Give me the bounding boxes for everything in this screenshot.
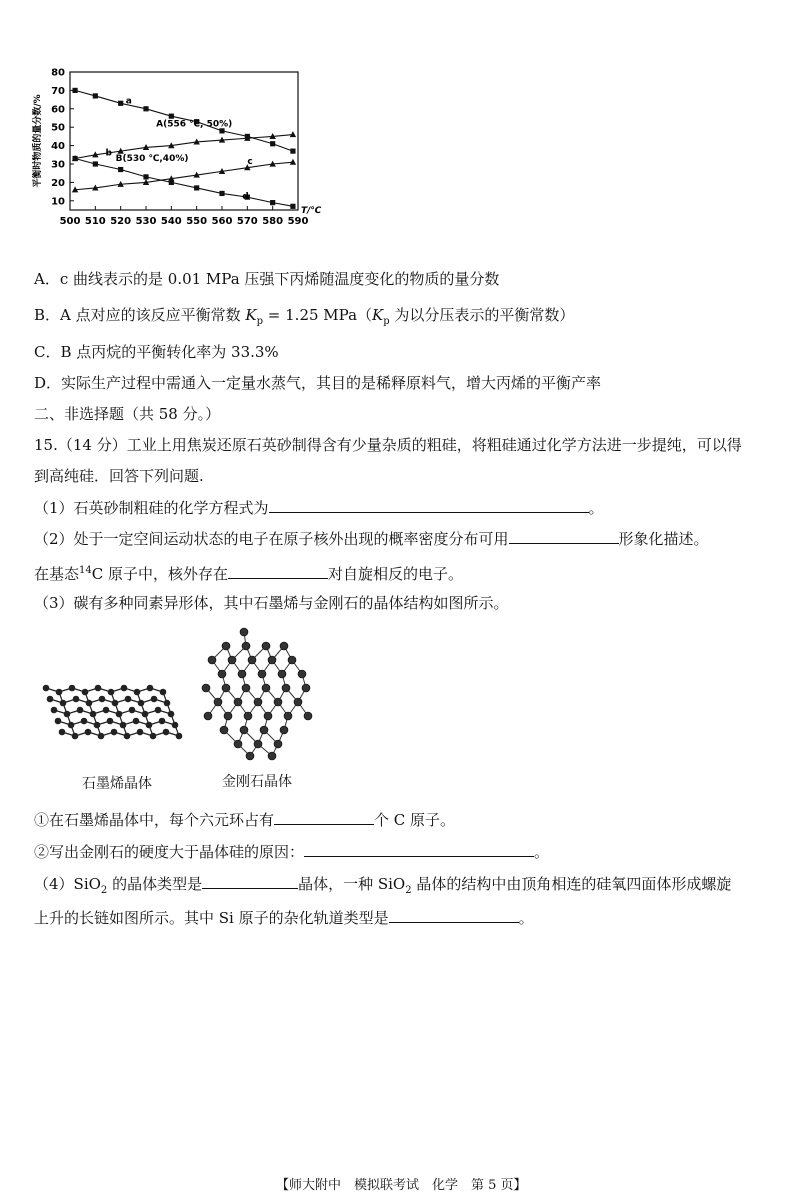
diamond-atom bbox=[222, 642, 230, 650]
sio2-subscript-2: 2 bbox=[405, 885, 412, 896]
q15-part4a-label: （4） bbox=[34, 875, 74, 893]
label-d: d bbox=[242, 191, 249, 202]
x-tick-label: 550 bbox=[186, 216, 208, 227]
option-b-equation: = 1.25 MPa（ bbox=[263, 306, 373, 324]
graphene-atom bbox=[99, 696, 106, 703]
point-a bbox=[143, 106, 148, 111]
graphene-atom bbox=[94, 722, 101, 729]
x-tick-label: 520 bbox=[110, 216, 132, 227]
graphene-atom bbox=[142, 711, 149, 718]
answer-blank-equation[interactable] bbox=[269, 496, 589, 513]
x-tick-label: 500 bbox=[59, 216, 81, 227]
diamond-atom bbox=[288, 656, 296, 664]
option-a: A．c 曲线表示的是 0.01 MPa 压强下丙烯随温度变化的物质的量分数 bbox=[34, 270, 500, 288]
x-tick-label: 570 bbox=[236, 216, 258, 227]
q15-part4a-end: 晶体的结构中由顶角相连的硅氧四面体形成螺旋 bbox=[411, 875, 732, 893]
q15-part4a bbox=[34, 872, 731, 902]
graphene-atom bbox=[112, 700, 119, 707]
q15-part1 bbox=[34, 496, 604, 519]
point-a bbox=[270, 141, 275, 146]
q15-intro-line2: 到高纯硅．回答下列问题. bbox=[34, 467, 204, 485]
answer-blank-crystal-type[interactable] bbox=[202, 872, 298, 889]
x-axis-label: T/℃ bbox=[301, 206, 322, 216]
q15-part2b-end: 对自旋相反的电子。 bbox=[328, 565, 464, 583]
y-tick-label: 60 bbox=[51, 104, 65, 116]
y-axis-label: 平衡时物质的量分数/% bbox=[33, 94, 43, 188]
graphene-atom bbox=[98, 733, 105, 740]
point-a bbox=[169, 114, 174, 119]
diamond-atom bbox=[238, 670, 246, 678]
y-tick-label: 40 bbox=[51, 141, 65, 153]
diamond-caption: 金刚石晶体 bbox=[222, 774, 292, 790]
graphene-atom bbox=[155, 707, 162, 714]
graphene-atom bbox=[172, 722, 179, 729]
y-tick-label: 70 bbox=[51, 85, 65, 97]
point-d bbox=[270, 200, 275, 205]
diamond-atom bbox=[242, 642, 250, 650]
carbon-symbol: C bbox=[91, 565, 104, 583]
sio2-formula-2: SiO bbox=[377, 875, 406, 893]
diamond-atom bbox=[214, 698, 222, 706]
graphene-atom bbox=[133, 718, 140, 725]
diamond-atom bbox=[220, 726, 228, 734]
option-b bbox=[34, 304, 574, 333]
graphene-atom bbox=[90, 711, 97, 718]
diamond-atom bbox=[254, 698, 262, 706]
graphene-atom bbox=[120, 722, 127, 729]
graphene-atom bbox=[164, 700, 171, 707]
diamond-atom bbox=[248, 656, 256, 664]
y-tick-label: 30 bbox=[51, 159, 65, 171]
graphene-atom bbox=[159, 718, 166, 725]
point-d bbox=[194, 185, 199, 190]
option-b-text: B．A 点对应的该反应平衡常数 bbox=[34, 306, 246, 324]
graphene-atom bbox=[82, 689, 89, 696]
graphene-atom bbox=[69, 685, 76, 692]
q15-part4a-mid: 晶体，一种 bbox=[298, 875, 378, 893]
kp-symbol-2: K bbox=[372, 306, 384, 324]
diamond-atom bbox=[234, 740, 242, 748]
diamond-atom bbox=[204, 712, 212, 720]
x-tick-label: 590 bbox=[287, 216, 309, 227]
diamond-atom bbox=[282, 684, 290, 692]
diamond-atom bbox=[240, 628, 248, 636]
q15-part3b bbox=[34, 840, 549, 863]
diamond-atom bbox=[280, 642, 288, 650]
graphene-atom bbox=[81, 718, 88, 725]
graphene-atom bbox=[168, 711, 175, 718]
graphene-atom bbox=[124, 733, 131, 740]
graphene-atom bbox=[111, 729, 118, 736]
label-point-b: B(530 ℃,40%) bbox=[115, 154, 189, 165]
diamond-atom bbox=[280, 726, 288, 734]
option-d: D．实际生产过程中需通入一定量水蒸气，其目的是稀释原料气，增大丙烯的平衡产率 bbox=[34, 374, 602, 392]
q15-part4b-text: 上升的长链如图所示。其中 Si 原子的杂化轨道类型是 bbox=[34, 909, 389, 927]
graphene-atom bbox=[125, 696, 132, 703]
graphene-atom bbox=[116, 711, 123, 718]
graphene-atom bbox=[137, 729, 144, 736]
page-footer: 【师大附中 模拟联考试 化学 第 5 页】 bbox=[276, 1178, 527, 1193]
graphene-atom bbox=[56, 689, 63, 696]
graphene-atom bbox=[60, 700, 67, 707]
diamond-atom bbox=[242, 684, 250, 692]
graphene-atom bbox=[129, 707, 136, 714]
x-tick-label: 580 bbox=[262, 216, 284, 227]
q15-part1-end: 。 bbox=[588, 499, 604, 517]
q15-part2b bbox=[34, 560, 463, 585]
y-tick-label: 20 bbox=[51, 177, 65, 189]
diamond-atom bbox=[240, 726, 248, 734]
point-d bbox=[143, 174, 148, 179]
answer-blank-description[interactable] bbox=[509, 527, 619, 544]
graphene-atom bbox=[43, 685, 50, 692]
sio2-subscript: 2 bbox=[100, 885, 108, 896]
answer-blank-hardness-reason[interactable] bbox=[304, 840, 534, 857]
q15-part2b-text: 在基态 bbox=[34, 565, 80, 583]
graphene-caption: 石墨烯晶体 bbox=[82, 776, 152, 792]
diamond-atom bbox=[228, 656, 236, 664]
x-tick-label: 530 bbox=[135, 216, 157, 227]
diamond-atom bbox=[258, 670, 266, 678]
diamond-atom bbox=[244, 712, 252, 720]
diamond-structure-figure bbox=[198, 624, 318, 764]
diamond-atom bbox=[262, 684, 270, 692]
graphene-atom bbox=[103, 707, 110, 714]
diamond-atom bbox=[294, 698, 302, 706]
diamond-atom bbox=[302, 684, 310, 692]
point-d bbox=[93, 161, 98, 166]
point-a bbox=[93, 93, 98, 98]
q15-part4b bbox=[34, 906, 534, 929]
label-c: c bbox=[247, 157, 253, 167]
label-b: b bbox=[105, 148, 112, 159]
diamond-atom bbox=[246, 752, 254, 760]
graphene-atom bbox=[138, 700, 145, 707]
graphene-atom bbox=[121, 685, 128, 692]
q15-part2a-end: 形象化描述。 bbox=[618, 530, 709, 548]
diamond-atom bbox=[218, 670, 226, 678]
q15-part4a-text: 的晶体类型是 bbox=[107, 875, 203, 893]
diamond-atom bbox=[278, 670, 286, 678]
point-d bbox=[169, 180, 174, 185]
q15-part3a-text: ①在石墨烯晶体中，每个六元环占有 bbox=[34, 811, 275, 829]
q15-part3: （3）碳有多种同素异形体，其中石墨烯与金刚石的晶体结构如图所示。 bbox=[34, 594, 509, 612]
diamond-atom bbox=[260, 726, 268, 734]
graphene-atom bbox=[55, 718, 62, 725]
answer-blank-atoms-per-ring[interactable] bbox=[274, 808, 374, 825]
graphene-atom bbox=[85, 729, 92, 736]
point-d bbox=[290, 204, 295, 209]
point-d bbox=[118, 167, 123, 172]
graphene-atom bbox=[147, 685, 154, 692]
diamond-atom bbox=[234, 698, 242, 706]
graphene-atom bbox=[59, 729, 66, 736]
q15-part3a bbox=[34, 808, 455, 831]
graphene-atom bbox=[51, 707, 58, 714]
x-tick-label: 540 bbox=[160, 216, 182, 227]
q15-part3b-text: ②写出金刚石的硬度大于晶体硅的原因： bbox=[34, 843, 305, 861]
kp-subscript: p bbox=[256, 316, 264, 327]
point-d bbox=[72, 156, 77, 161]
point-a bbox=[290, 149, 295, 154]
mass-number-superscript: 14 bbox=[79, 565, 92, 576]
label-point-a: A(556 ℃, 50%) bbox=[156, 119, 233, 130]
diamond-atom bbox=[202, 684, 210, 692]
graphene-atom bbox=[68, 722, 75, 729]
diamond-atom bbox=[262, 642, 270, 650]
graphene-atom bbox=[47, 696, 54, 703]
diamond-atom bbox=[222, 684, 230, 692]
section-heading: 二、非选择题（共 58 分。） bbox=[34, 405, 221, 423]
x-tick-label: 560 bbox=[211, 216, 233, 227]
option-c: C．B 点丙烷的平衡转化率为 33.3% bbox=[34, 343, 279, 361]
diamond-atom bbox=[274, 740, 282, 748]
q15-part3b-end: 。 bbox=[534, 843, 550, 861]
graphene-atom bbox=[73, 696, 80, 703]
kp-symbol: K bbox=[245, 306, 257, 324]
q15-part2a bbox=[34, 527, 709, 550]
graphene-atom bbox=[107, 718, 114, 725]
diamond-atom bbox=[274, 698, 282, 706]
graphene-atom bbox=[134, 689, 141, 696]
diamond-atom bbox=[304, 712, 312, 720]
graphene-atom bbox=[77, 707, 84, 714]
q15-intro-line1: 15.（14 分）工业上用焦炭还原石英砂制得含有少量杂质的粗硅，将粗硅通过化学方法进一步提纯，可以得 bbox=[34, 436, 742, 454]
graphene-atom bbox=[86, 700, 93, 707]
y-tick-label: 50 bbox=[51, 122, 65, 134]
answer-blank-hybridization[interactable] bbox=[389, 906, 519, 923]
q15-part3a-end: 个 C 原子。 bbox=[374, 811, 456, 829]
diamond-atom bbox=[264, 712, 272, 720]
point-a bbox=[72, 88, 77, 93]
q15-part2b-mid: 原子中，核外存在 bbox=[103, 565, 229, 583]
graphene-atom bbox=[64, 711, 71, 718]
point-c bbox=[290, 159, 296, 165]
graphene-atom bbox=[72, 733, 79, 740]
sio2-formula: SiO bbox=[73, 875, 101, 893]
graphene-atom bbox=[151, 696, 158, 703]
graphene-atom bbox=[150, 733, 157, 740]
graphene-atom bbox=[108, 689, 115, 696]
graphene-atom bbox=[146, 722, 153, 729]
label-a: a bbox=[125, 96, 132, 107]
diamond-atom bbox=[284, 712, 292, 720]
diamond-atom bbox=[268, 656, 276, 664]
q15-part1-text: （1）石英砂制粗硅的化学方程式为 bbox=[34, 499, 269, 517]
graphene-atom bbox=[95, 685, 102, 692]
point-d bbox=[219, 191, 224, 196]
answer-blank-electron-pairs[interactable] bbox=[228, 562, 328, 579]
graphene-structure-figure bbox=[38, 680, 190, 750]
graphene-atom bbox=[176, 733, 183, 740]
option-b-tail: 为以分压表示的平衡常数） bbox=[389, 306, 575, 324]
point-a bbox=[118, 101, 123, 106]
diamond-atom bbox=[268, 752, 276, 760]
q15-part4b-end: 。 bbox=[518, 909, 534, 927]
y-tick-label: 10 bbox=[51, 196, 65, 208]
point-b bbox=[290, 131, 296, 137]
graphene-atom bbox=[163, 729, 170, 736]
graphene-atom bbox=[160, 689, 167, 696]
x-tick-label: 510 bbox=[84, 216, 106, 227]
q15-part2a-text: （2）处于一定空间运动状态的电子在原子核外出现的概率密度分布可用 bbox=[34, 530, 509, 548]
diamond-atom bbox=[298, 670, 306, 678]
equilibrium-mole-fraction-chart bbox=[28, 60, 322, 240]
diamond-atom bbox=[208, 656, 216, 664]
kp-subscript-2: p bbox=[383, 316, 390, 327]
diamond-atom bbox=[254, 740, 262, 748]
diamond-atom bbox=[224, 712, 232, 720]
y-tick-label: 80 bbox=[51, 67, 65, 79]
